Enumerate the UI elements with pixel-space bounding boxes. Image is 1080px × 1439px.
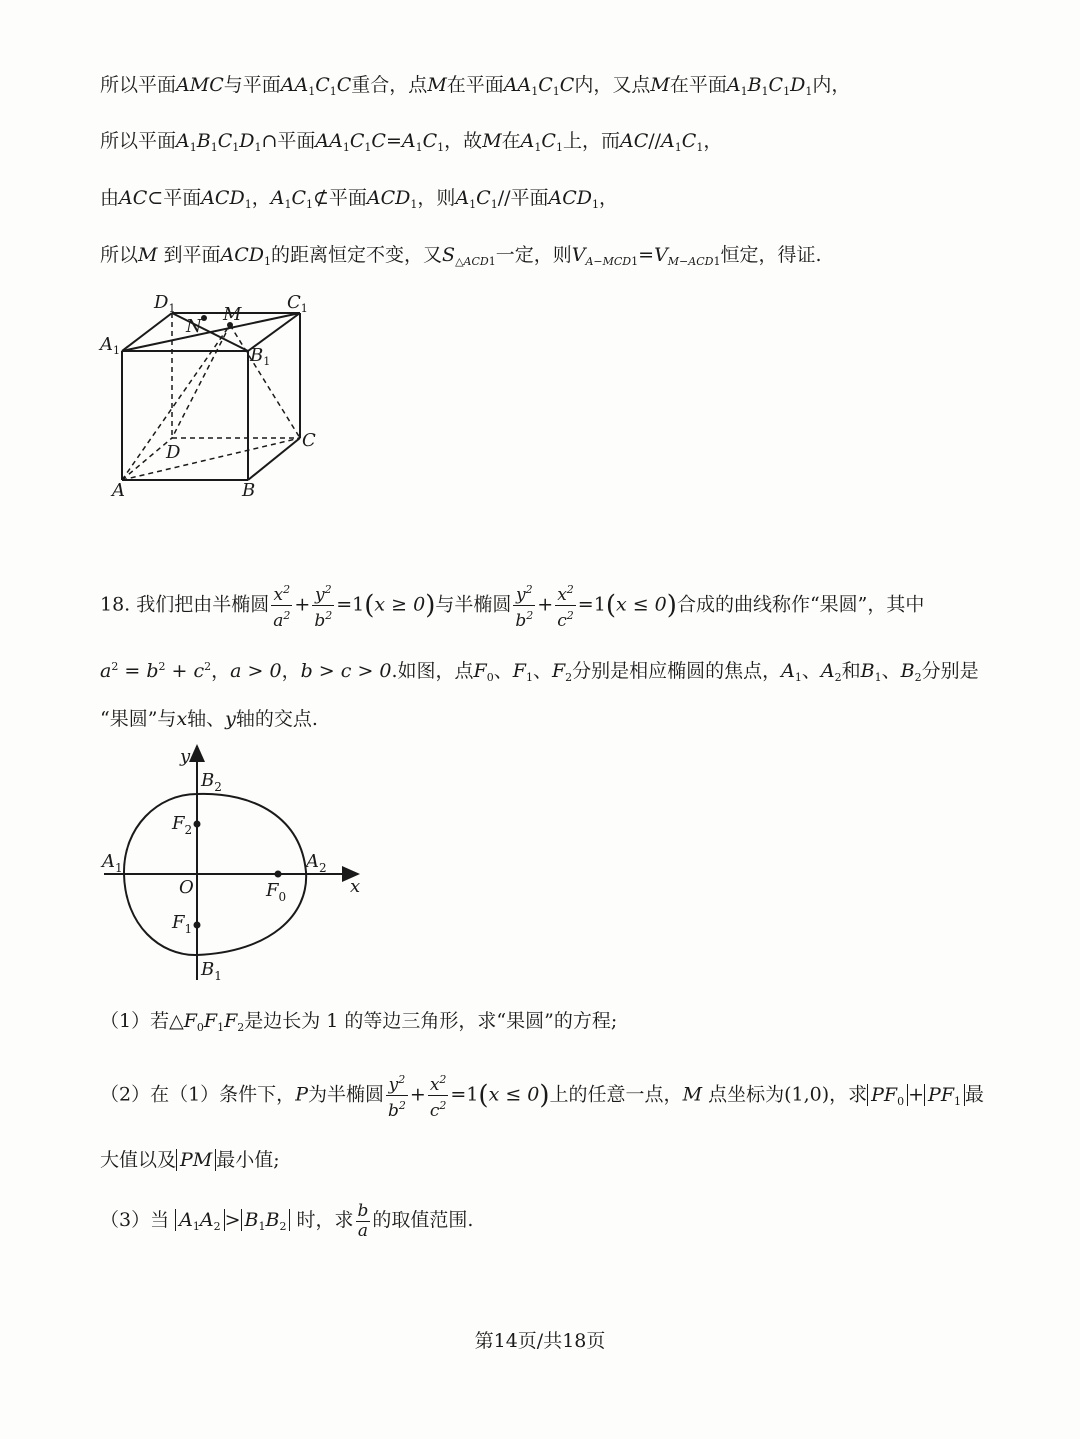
problem-18-line-1: 18. 我们把由半椭圆 $\frac{x^2}{a^2}$ + $\frac{y^2}{b^2}$ =1(x ≥ 0)与半椭圆 $\frac{y^2}{b^2}$ + $\frac{x^2}{c^2}$ =1(x ≤ 0)合成的曲线称作“果圆”，其中	[100, 580, 924, 631]
proof-line-1: 所以平面AMC与平面$AA_1C_1C$重合，点M在平面$AA_1C_1C$内，又点M在平面$A_1B_1C_1D_1$内，	[100, 74, 851, 98]
label-B1: $B_1$	[201, 959, 222, 983]
question-2-continued: 大值以及 PM 最小值;	[100, 1149, 280, 1171]
cube-figure	[90, 285, 330, 505]
label-A1: $A_1$	[100, 334, 120, 357]
problem-18-line-3: “果圆”与x轴、y轴的交点.	[100, 708, 318, 730]
label-A: A	[112, 480, 125, 501]
proof-line-3: 由AC⊂平面$ACD_1$，$A_1C_1⊄$平面$ACD_1$，则$A_1C_1//$平面$ACD_1$，	[100, 187, 619, 211]
label-D1: $D_1$	[154, 292, 176, 315]
axis-label-y: y	[180, 746, 191, 767]
label-B: B	[242, 480, 256, 501]
label-B2: $B_2$	[201, 770, 222, 794]
question-1: （1）若$\triangle F_0F_1F_2$是边长为 1 的等边三角形，求“果圆”的方程;	[100, 1010, 618, 1034]
label-F1: $F_1$	[172, 912, 193, 936]
question-2: （2）在（1）条件下，P为半椭圆 $\frac{y^2}{b^2}$ + $\frac{x^2}{c^2}$ =1(x ≤ 0)上的任意一点，M 点坐标为(1,0)，求 $PF_0 + PF_1$ 最	[100, 1070, 984, 1122]
proof-line-2: 所以平面$A_1B_1C_1D_1\cap$平面$AA_1C_1C=A_1C_1$，故M在$A_1C_1$上，而$AC//A_1C_1$，	[100, 130, 723, 154]
label-A2: $A_2$	[306, 851, 327, 875]
question-3: （3）当 $A_1A_2 > B_1B_2$ 时，求 $\frac{b}{a}$ 的取值范围.	[100, 1200, 474, 1241]
problem-18-line-2: $a^2 = b^2 + c^2$，a > 0，b > c > 0.如图，点$F_0$、$F_1$、$F_2$分别是相应椭圆的焦点，$A_1$、$A_2$和$B_1$、$B_2$分别是	[100, 660, 979, 684]
page-footer: 第14页/共18页	[474, 1330, 606, 1352]
label-C: C	[302, 430, 316, 451]
proof-line-4: 所以M 到平面$ACD_1$的距离恒定不变，又$S_{\triangle ACD1}$一定，则$V_{A-MCD1}=V_{M-ACD1}$恒定，得证.	[100, 244, 822, 268]
axis-label-x: x	[350, 876, 361, 897]
label-B1: $B_1$	[250, 345, 271, 368]
label-N: N	[186, 316, 202, 337]
label-C1: $C_1$	[287, 292, 308, 315]
label-F2: $F_2$	[172, 813, 193, 837]
label-M: M	[223, 304, 242, 325]
label-A1: $A_1$	[102, 851, 123, 875]
label-D: D	[166, 442, 181, 463]
label-O: O	[179, 877, 194, 898]
fruit-circle-figure	[95, 740, 375, 985]
label-F0: $F_0$	[266, 880, 287, 904]
